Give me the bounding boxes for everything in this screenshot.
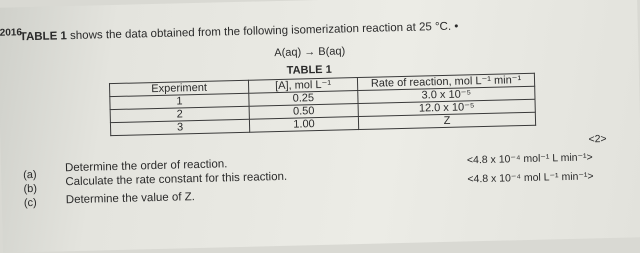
cell-concentration: 1.00 (249, 117, 358, 133)
question-text: Determine the value of Z. (65, 191, 196, 207)
header-rate: Rate of reaction, mol L⁻¹ min⁻¹ (357, 73, 534, 90)
data-table (109, 73, 536, 136)
reaction-equation: A(aq) → B(aq) (274, 45, 346, 60)
question-letter: (c) (23, 196, 37, 210)
cell-concentration: 0.25 (249, 91, 358, 107)
year-label: 2016 (0, 27, 23, 39)
cell-rate: Z (358, 112, 535, 129)
cell-experiment: 1 (110, 93, 249, 109)
table-reference: TABLE 1 (19, 30, 68, 44)
intro-sentence: shows the data obtained from the following isomerization reaction at 25 °C. • (66, 20, 459, 43)
cell-experiment: 2 (110, 106, 249, 122)
table-title: TABLE 1 (286, 63, 332, 77)
answer-marks: <4.8 x 10⁻⁴ mol⁻¹ L min⁻¹> (466, 151, 593, 167)
marks-top: <2> (588, 133, 607, 146)
intro-text (20, 21, 459, 44)
header-experiment: Experiment (109, 80, 248, 96)
header-concentration: [A], mol L⁻¹ (248, 78, 357, 94)
question-text: Calculate the rate constant for this reaction. (65, 170, 288, 189)
cell-rate: 12.0 x 10⁻⁵ (358, 99, 535, 116)
cell-experiment: 3 (110, 119, 249, 135)
question-letter: (a) (23, 168, 37, 182)
cell-concentration: 0.50 (249, 104, 358, 120)
question-letter: (b) (23, 182, 38, 196)
answer-marks: <4.8 x 10⁻⁴ mol L⁻¹ min⁻¹> (467, 170, 594, 186)
cell-rate: 3.0 x 10⁻⁵ (358, 86, 535, 103)
question-text: Determine the order of reaction. (64, 158, 228, 175)
